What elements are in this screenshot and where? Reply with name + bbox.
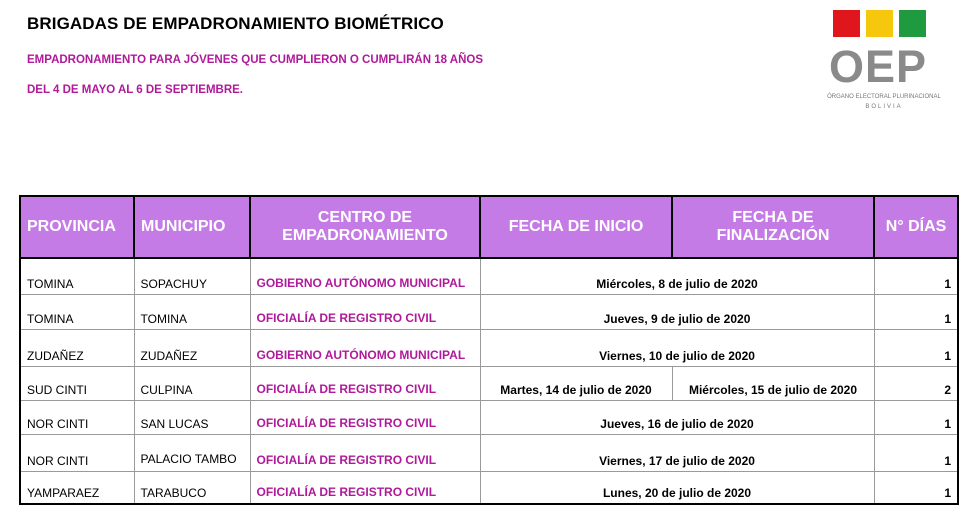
- logo-country: BOLIVIA: [865, 104, 903, 110]
- cell-dias: 2: [874, 366, 958, 400]
- subtitle-audience: EMPADRONAMIENTO PARA JÓVENES QUE CUMPLIERON O CUMPLIRÁN 18 AÑOS: [27, 54, 483, 66]
- subtitle-period: DEL 4 DE MAYO AL 6 DE SEPTIEMBRE.: [27, 84, 243, 96]
- cell-fecha: Miércoles, 8 de julio de 2020: [480, 258, 874, 294]
- logo-yellow-square: [866, 10, 893, 37]
- cell-centro: GOBIERNO AUTÓNOMO MUNICIPAL: [250, 329, 480, 366]
- cell-provincia: YAMPARAEZ: [20, 471, 134, 504]
- table-row: [20, 329, 958, 366]
- cell-municipio: TARABUCO: [134, 471, 250, 504]
- table-row: [20, 434, 958, 471]
- header-fecha-fin: FECHA DE FINALIZACIÓN: [672, 196, 874, 258]
- header-municipio: MUNICIPIO: [134, 196, 250, 258]
- cell-fecha: Viernes, 10 de julio de 2020: [480, 329, 874, 366]
- header-fecha-inicio: FECHA DE INICIO: [480, 196, 672, 258]
- table-row: [20, 258, 958, 294]
- cell-centro: GOBIERNO AUTÓNOMO MUNICIPAL: [250, 258, 480, 294]
- header-dias: N° DÍAS: [874, 196, 958, 258]
- cell-dias: 1: [874, 434, 958, 471]
- logo-acronym: OEP: [829, 41, 928, 92]
- table-row: [20, 400, 958, 434]
- cell-fecha: Viernes, 17 de julio de 2020: [480, 434, 874, 471]
- table-row: [20, 471, 958, 504]
- table-row: [20, 294, 958, 329]
- header-centro: CENTRO DE EMPADRONAMIENTO: [250, 196, 480, 258]
- brigades-table: [19, 195, 959, 505]
- cell-dias: 1: [874, 294, 958, 329]
- header-provincia: PROVINCIA: [20, 196, 134, 258]
- cell-dias: 1: [874, 471, 958, 504]
- cell-dias: 1: [874, 400, 958, 434]
- cell-municipio: PALACIO TAMBO: [134, 434, 250, 471]
- cell-dias: 1: [874, 329, 958, 366]
- cell-municipio: TOMINA: [134, 294, 250, 329]
- cell-municipio: CULPINA: [134, 366, 250, 400]
- cell-provincia: SUD CINTI: [20, 366, 134, 400]
- cell-provincia: NOR CINTI: [20, 434, 134, 471]
- logo-green-square: [899, 10, 926, 37]
- table-row: [20, 366, 958, 400]
- cell-centro: OFICIALÍA DE REGISTRO CIVIL: [250, 400, 480, 434]
- cell-municipio: ZUDAÑEZ: [134, 329, 250, 366]
- cell-municipio: SOPACHUY: [134, 258, 250, 294]
- cell-dias: 1: [874, 258, 958, 294]
- cell-provincia: NOR CINTI: [20, 400, 134, 434]
- cell-fecha: Jueves, 16 de julio de 2020: [480, 400, 874, 434]
- cell-fecha-inicio: Martes, 14 de julio de 2020: [480, 366, 672, 400]
- cell-provincia: TOMINA: [20, 294, 134, 329]
- cell-centro: OFICIALÍA DE REGISTRO CIVIL: [250, 471, 480, 504]
- oep-logo: [815, 8, 955, 116]
- logo-red-square: [833, 10, 860, 37]
- cell-fecha: Lunes, 20 de julio de 2020: [480, 471, 874, 504]
- table-header-row: [20, 196, 958, 258]
- cell-provincia: ZUDAÑEZ: [20, 329, 134, 366]
- cell-centro: OFICIALÍA DE REGISTRO CIVIL: [250, 434, 480, 471]
- cell-provincia: TOMINA: [20, 258, 134, 294]
- cell-centro: OFICIALÍA DE REGISTRO CIVIL: [250, 366, 480, 400]
- cell-municipio: SAN LUCAS: [134, 400, 250, 434]
- cell-centro: OFICIALÍA DE REGISTRO CIVIL: [250, 294, 480, 329]
- page-title: BRIGADAS DE EMPADRONAMIENTO BIOMÉTRICO: [27, 14, 444, 33]
- cell-fecha-fin: Miércoles, 15 de julio de 2020: [672, 366, 874, 400]
- logo-name: ÓRGANO ELECTORAL PLURINACIONAL: [827, 94, 941, 100]
- cell-fecha: Jueves, 9 de julio de 2020: [480, 294, 874, 329]
